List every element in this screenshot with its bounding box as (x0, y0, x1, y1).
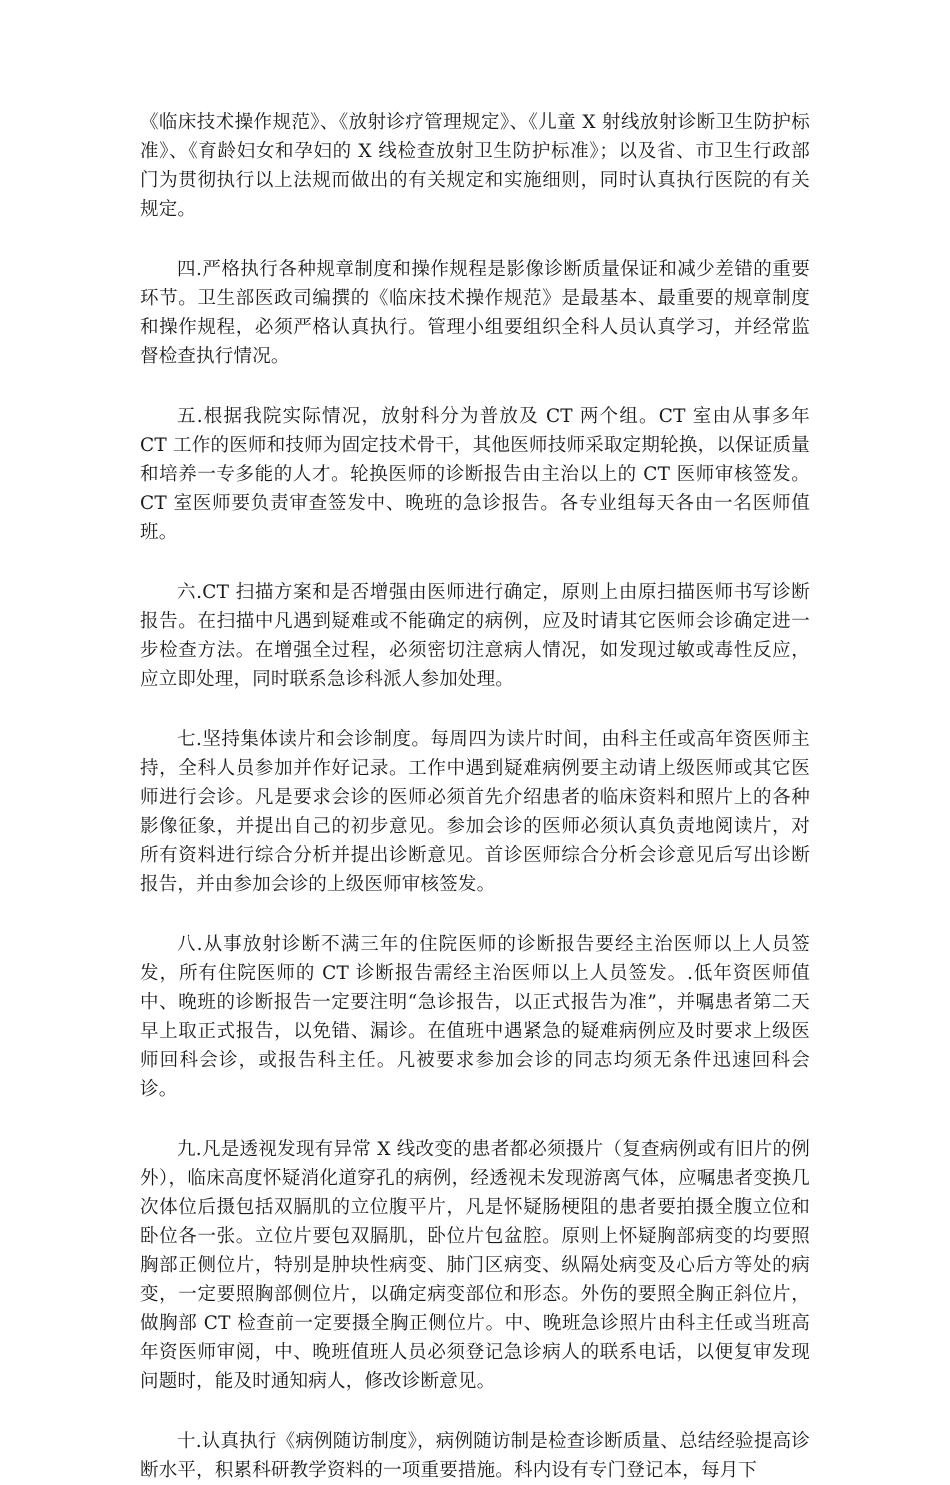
paragraph-section-8: 八.从事放射诊断不满三年的住院医师的诊断报告要经主治医师以上人员签发，所有住院医师的 CT 诊断报告需经主治医师以上人员签发。.低年资医师值中、晚班的诊断报告一定要注明“急诊报告，以正式报告为准”，并嘱患者第二天早上取正式报告，以免错、漏诊。在值班中遇紧急的疑难病例应及时要求上级医师回科会诊，或报告科主任。凡被要求参加会诊的同志均须无条件迅速回科会诊。 (140, 934, 810, 1100)
paragraph-section-6: 六.CT 扫描方案和是否增强由医师进行确定，原则上由原扫描医师书写诊断报告。在扫描中凡遇到疑难或不能确定的病例，应及时请其它医师会诊确定进一步检查方法。在增强全过程，必须密切注意病人情况，如发现过敏或毒性反应，应立即处理，同时联系急诊科派人参加处理。 (140, 582, 810, 690)
paragraph-section-7: 七.坚持集体读片和会诊制度。每周四为读片时间，由科主任或高年资医师主持，全科人员参加并作好记录。工作中遇到疑难病例要主动请上级医师或其它医师进行会诊。凡是要求会诊的医师必须首先介绍患者的临床资料和照片上的各种影像征象，并提出自己的初步意见。参加会诊的医师必须认真负责地阅读片，对所有资料进行综合分析并提出诊断意见。首诊医师综合分析会诊意见后写出诊断报告，并由参加会诊的上级医师审核签发。 (140, 729, 810, 895)
paragraph-regulations-continued: 《临床技术操作规范》、《放射诊疗管理规定》、《儿童 X 射线放射诊断卫生防护标准》、《育龄妇女和孕妇的 X 线检查放射卫生防护标准》；以及省、市卫生行政部门为贯彻执行以上法规而做出的有关规定和实施细则，同时认真执行医院的有关规定。 (140, 112, 810, 220)
paragraph-section-9: 九.凡是透视发现有异常 X 线改变的患者都必须摄片（复查病例或有旧片的例外），临床高度怀疑消化道穿孔的病例，经透视未发现游离气体，应嘱患者变换几次体位后摄包括双膈肌的立位腹平片，凡是怀疑肠梗阻的患者要拍摄全腹立位和卧位各一张。立位片要包双膈肌，卧位片包盆腔。原则上怀疑胸部病变的均要照胸部正侧位片，特别是肿块性病变、肺门区病变、纵隔处病变及心后方等处的病变，一定要照胸部侧位片，以确定病变部位和形态。外伤的要照全胸正斜位片，做胸部 CT 检查前一定要摄全胸正侧位片。中、晚班急诊照片由科主任或当班高年资医师审阅，中、晚班值班人员必须登记急诊病人的联系电话，以便复审发现问题时，能及时通知病人，修改诊断意见。 (140, 1139, 810, 1392)
paragraph-section-4: 四.严格执行各种规章制度和操作规程是影像诊断质量保证和减少差错的重要环节。卫生部医政司编撰的《临床技术操作规范》是最基本、最重要的规章制度和操作规程，必须严格认真执行。管理小组要组织全科人员认真学习，并经常监督检查执行情况。 (140, 259, 810, 367)
document-page (140, 108, 810, 1485)
paragraph-section-5: 五.根据我院实际情况，放射科分为普放及 CT 两个组。CT 室由从事多年 CT 工作的医师和技师为固定技术骨干，其他医师技师采取定期轮换，以保证质量和培养一专多能的人才。轮换医师的诊断报告由主治以上的 CT 医师审核签发。CT 室医师要负责审查签发中、晚班的急诊报告。各专业组每天各由一名医师值班。 (140, 406, 810, 543)
paragraph-section-10: 十.认真执行《病例随访制度》，病例随访制是检查诊断质量、总结经验提高诊断水平，积累科研教学资料的一项重要措施。科内设有专门登记本，每月下 (140, 1431, 810, 1481)
